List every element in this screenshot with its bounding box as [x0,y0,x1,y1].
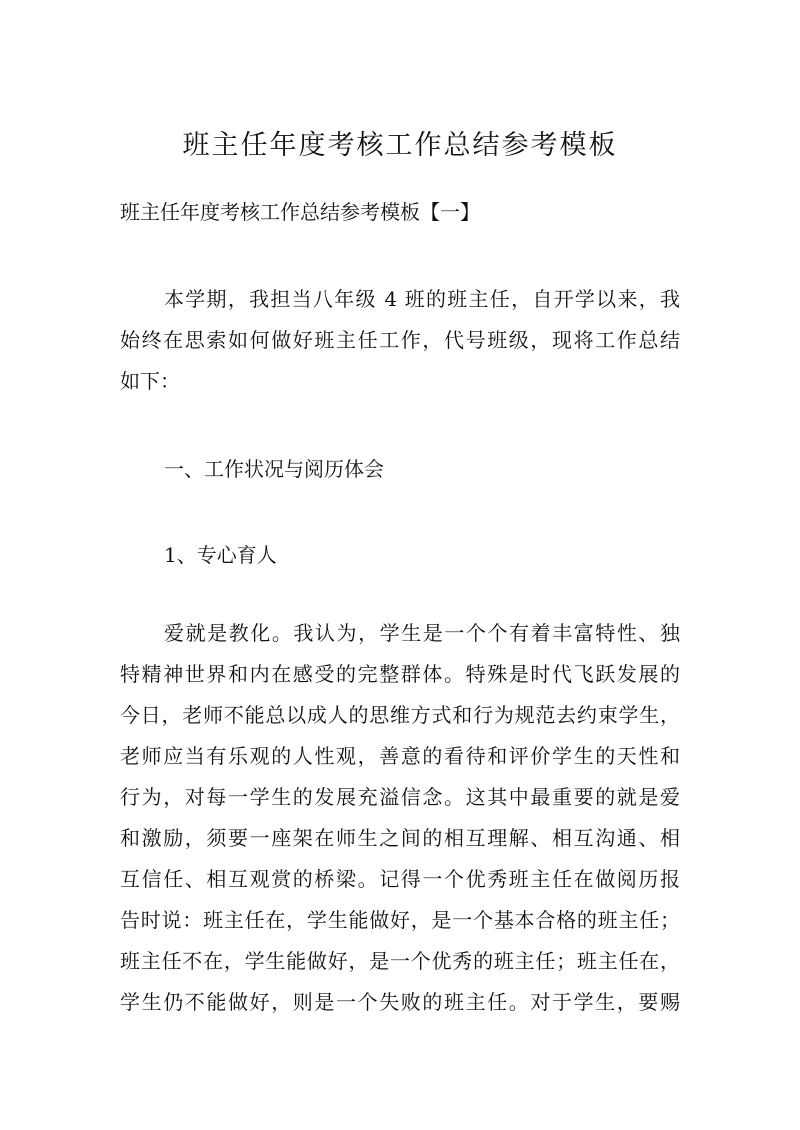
body-line-3: 今日，老师不能总以成人的思维方式和行为规范去约束学生， [120,703,680,727]
body-line-6: 和激励，须要一座架在师生之间的相互理解、相互沟通、相 [120,826,680,850]
body-line-5: 行为，对每一学生的发展充溢信念。这其中最重要的就是爱 [120,785,680,809]
body-line-9: 班主任不在，学生能做好，是一个优秀的班主任；班主任在， [120,949,680,973]
section-heading: 一、工作状况与阅历体会 [164,457,384,481]
intro-line-2: 始终在思索如何做好班主任工作，代号班级，现将工作总结 [120,328,680,352]
body-line-2: 特精神世界和内在感受的完整群体。特殊是时代飞跃发展的 [120,662,680,686]
body-line-10: 学生仍不能做好，则是一个失败的班主任。对于学生，要赐 [120,990,680,1014]
document-title: 班主任年度考核工作总结参考模板 [182,130,618,161]
body-line-8: 告时说：班主任在，学生能做好，是一个基本合格的班主任； [120,908,680,932]
body-line-7: 互信任、相互观赏的桥梁。记得一个优秀班主任在做阅历报 [120,867,680,891]
intro-line-1: 本学期，我担当八年级 4 班的班主任，自开学以来，我 [164,287,680,311]
section-subtitle: 班主任年度考核工作总结参考模板【一】 [120,200,480,224]
body-line-4: 老师应当有乐观的人性观，善意的看待和评价学生的天性和 [120,744,680,768]
subsection-heading: 1、专心育人 [164,543,277,567]
body-line-1: 爱就是教化。我认为，学生是一个个有着丰富特性、独 [164,621,680,645]
intro-line-3: 如下： [120,369,180,393]
